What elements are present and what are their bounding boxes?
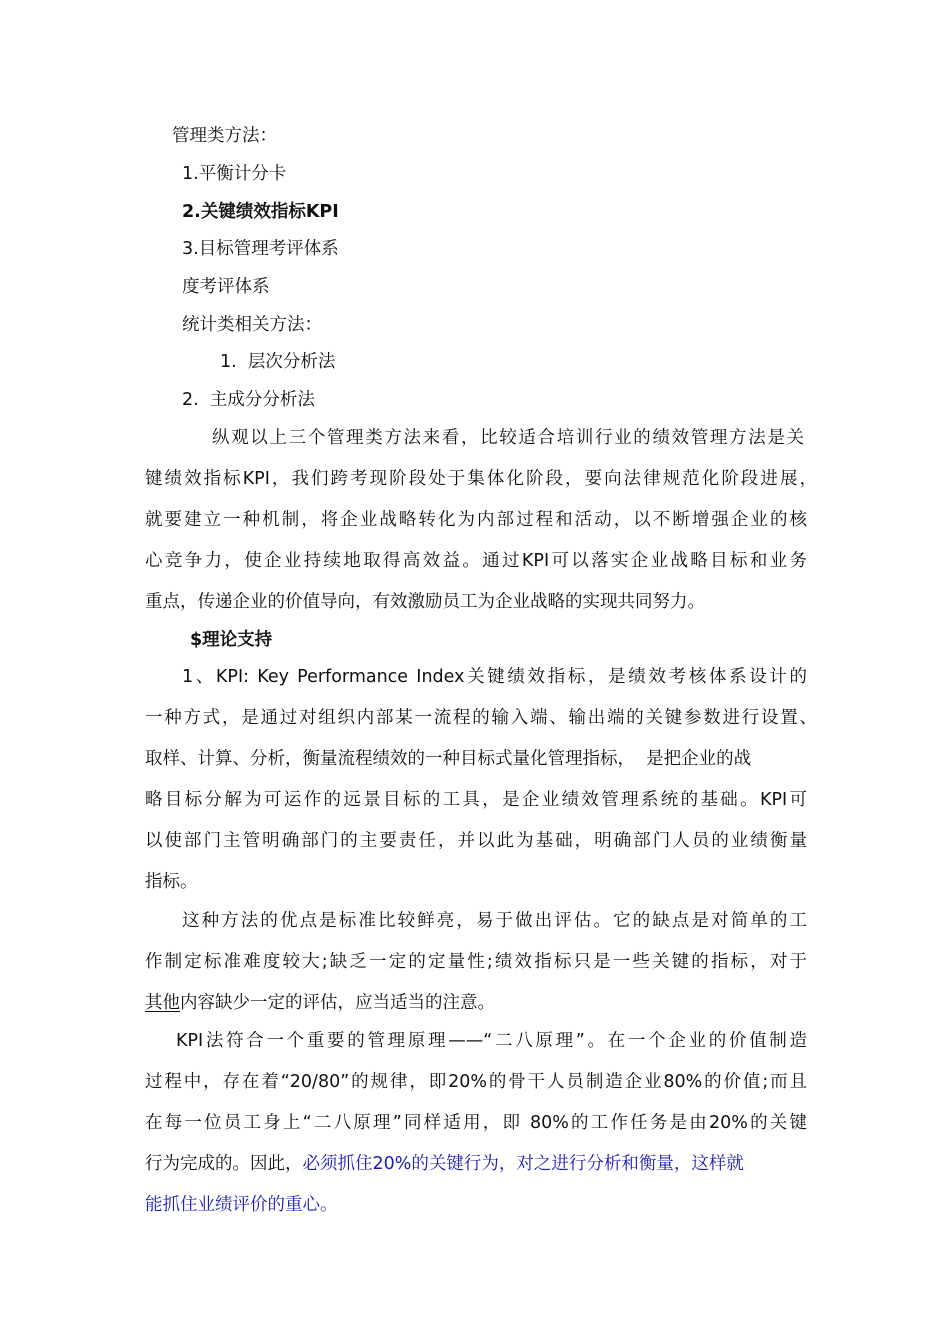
- paragraph3-line1: 这种方法的优点是标准比较鲜亮，易于做出评估。它的缺点是对简单的工: [182, 911, 807, 931]
- list-item-kpi: 2.关键绩效指标KPI: [182, 202, 339, 222]
- list-item-ahp: 1. 层次分析法: [220, 352, 336, 372]
- paragraph1-line3: 就要建立一种机制，将企业战略转化为内部过程和活动，以不断增强企业的核: [145, 510, 807, 530]
- paragraph1-line1: 纵观以上三个管理类方法来看，比较适合培训行业的绩效管理方法是关: [212, 428, 804, 448]
- paragraph3-line3: [145, 991, 495, 1015]
- paragraph3-line3-rest: 内容缺少一定的评估，应当适当的注意。: [180, 993, 495, 1013]
- paragraph1-line4: 心竞争力，使企业持续地取得高效益。通过KPI可以落实企业战略目标和业务: [145, 551, 807, 571]
- paragraph2-line5: 以使部门主管明确部门的主要责任，并以此为基础，明确部门人员的业绩衡量: [145, 831, 807, 851]
- underlined-text: 其他: [145, 993, 180, 1013]
- theory-support-heading: $理论支持: [190, 630, 273, 650]
- paragraph4-line1: KPI法符合一个重要的管理原理——“二八原理”。在一个企业的价值制造: [176, 1031, 807, 1051]
- degree-eval-text: 度考评体系: [182, 277, 270, 297]
- paragraph2-line1: 1、KPI: Key Performance Index关键绩效指标，是绩效考核体系设计的: [182, 667, 807, 687]
- list-item-pca: 2. 主成分分析法: [182, 390, 315, 410]
- paragraph4-line4-plain: 行为完成的。因此，: [145, 1154, 303, 1174]
- paragraph3-line2: 作制定标准难度较大;缺乏一定的定量性;绩效指标只是一些关键的指标，对于: [145, 952, 807, 972]
- paragraph4-line4: [145, 1152, 744, 1176]
- paragraph2-line4: 略目标分解为可运作的远景目标的工具，是企业绩效管理系统的基础。KPI可: [145, 790, 807, 810]
- paragraph2-line6: 指标。: [145, 872, 198, 892]
- list-item-mbo: 3.目标管理考评体系: [182, 239, 339, 259]
- emphasis-text-blue: 必须抓住20%的关键行为，对之进行分析和衡量，这样就: [302, 1154, 744, 1174]
- management-methods-heading: 管理类方法：: [172, 126, 277, 146]
- statistics-methods-heading: 统计类相关方法：: [182, 315, 322, 335]
- paragraph4-line2: 过程中，存在着“20/80”的规律，即20%的骨干人员制造企业80%的价值;而且: [145, 1072, 807, 1092]
- paragraph2-line2: 一种方式，是通过对组织内部某一流程的输入端、输出端的关键参数进行设置、: [145, 708, 817, 728]
- paragraph1-line5: 重点，传递企业的价值导向，有效激励员工为企业战略的实现共同努力。: [145, 592, 705, 612]
- paragraph2-line3: 取样、计算、分析，衡量流程绩效的一种目标式量化管理指标， 是把企业的战: [145, 749, 752, 769]
- emphasis-text-blue-end: 能抓住业绩评价的重心。: [145, 1195, 338, 1215]
- paragraph1-line2: 键绩效指标KPI，我们跨考现阶段处于集体化阶段，要向法律规范化阶段进展，: [145, 469, 817, 489]
- list-item-balanced-scorecard: 1.平衡计分卡: [182, 164, 287, 184]
- paragraph4-line3: 在每一位员工身上“二八原理”同样适用，即 80%的工作任务是由20%的关键: [145, 1113, 807, 1133]
